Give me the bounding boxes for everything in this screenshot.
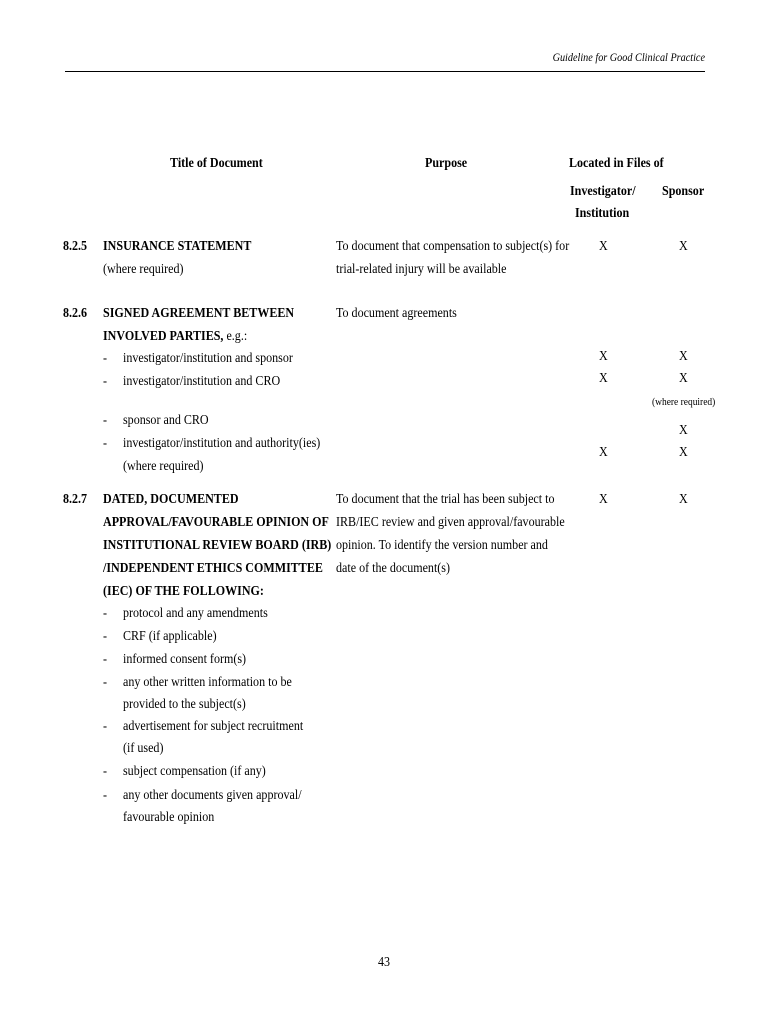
- col-sponsor-header: Sponsor: [662, 184, 705, 199]
- sponsor-mark: X: [679, 349, 688, 364]
- row-purpose-line: trial-related injury will be available: [336, 262, 507, 277]
- row-purpose-line: To document agreements: [336, 306, 457, 321]
- row-purpose-line: IRB/IEC review and given approval/favourable: [336, 515, 565, 530]
- list-bullet: -: [103, 788, 108, 803]
- list-item-continuation: (where required): [123, 459, 204, 474]
- list-bullet: -: [103, 629, 108, 644]
- page-header: Guideline for Good Clinical Practice: [552, 50, 705, 64]
- list-item-continuation: provided to the subject(s): [123, 697, 246, 712]
- list-item: sponsor and CRO: [123, 413, 209, 428]
- list-bullet: -: [103, 764, 108, 779]
- list-bullet: -: [103, 606, 108, 621]
- row-number: 8.2.7: [63, 492, 88, 507]
- list-bullet: -: [103, 719, 108, 734]
- row-title-line: /INDEPENDENT ETHICS COMMITTEE: [103, 561, 323, 576]
- row-title-suffix: e.g.:: [223, 329, 248, 344]
- investigator-mark: X: [599, 445, 608, 460]
- list-bullet: -: [103, 675, 108, 690]
- list-bullet: -: [103, 436, 108, 451]
- investigator-mark: X: [599, 492, 608, 507]
- row-number: 8.2.5: [63, 239, 88, 254]
- page-number: 43: [377, 955, 391, 970]
- list-item: investigator/institution and authority(ies): [123, 436, 321, 451]
- list-item: informed consent form(s): [123, 652, 247, 667]
- row-title-line: SIGNED AGREEMENT BETWEEN: [103, 306, 295, 321]
- list-item: investigator/institution and CRO: [123, 374, 281, 389]
- sponsor-mark: X: [679, 371, 688, 386]
- row-purpose-line: To document that the trial has been subject to: [336, 492, 555, 507]
- list-item: CRF (if applicable): [123, 629, 217, 644]
- col-located-header: Located in Files of: [569, 156, 664, 171]
- row-title-line: INSURANCE STATEMENT: [103, 239, 252, 254]
- sponsor-note: (where required): [652, 396, 716, 408]
- list-item: subject compensation (if any): [123, 764, 266, 779]
- list-bullet: -: [103, 652, 108, 667]
- investigator-mark: X: [599, 349, 608, 364]
- list-item: protocol and any amendments: [123, 606, 268, 621]
- row-number: 8.2.6: [63, 306, 88, 321]
- sponsor-mark: X: [679, 492, 688, 507]
- list-item: advertisement for subject recruitment: [123, 719, 304, 734]
- list-bullet: -: [103, 374, 108, 389]
- row-title-bold: INVOLVED PARTIES,: [103, 329, 224, 344]
- sponsor-mark: X: [679, 239, 688, 254]
- row-title-line: DATED, DOCUMENTED: [103, 492, 239, 507]
- list-bullet: -: [103, 413, 108, 428]
- row-purpose-line: date of the document(s): [336, 561, 451, 576]
- col-institution-header: Institution: [575, 206, 630, 221]
- list-bullet: -: [103, 351, 108, 366]
- sponsor-mark: X: [679, 423, 688, 438]
- list-item: investigator/institution and sponsor: [123, 351, 293, 366]
- sponsor-mark: X: [679, 445, 688, 460]
- investigator-mark: X: [599, 239, 608, 254]
- row-title-note: (where required): [103, 262, 184, 277]
- col-title-header: Title of Document: [170, 156, 263, 171]
- col-investigator-header: Investigator/: [570, 184, 636, 199]
- row-title-line: [103, 325, 247, 348]
- col-purpose-header: Purpose: [425, 156, 468, 171]
- list-item: any other documents given approval/: [123, 788, 302, 803]
- row-title-line: INSTITUTIONAL REVIEW BOARD (IRB): [103, 538, 332, 553]
- investigator-mark: X: [599, 371, 608, 386]
- header-rule: [65, 71, 705, 72]
- list-item-continuation: (if used): [123, 741, 164, 756]
- row-purpose-line: opinion. To identify the version number and: [336, 538, 548, 553]
- row-purpose-line: To document that compensation to subject(s) for: [336, 239, 570, 254]
- list-item-continuation: favourable opinion: [123, 810, 215, 825]
- row-title-line: APPROVAL/FAVOURABLE OPINION OF: [103, 515, 329, 530]
- row-title-line: (IEC) OF THE FOLLOWING:: [103, 584, 264, 599]
- list-item: any other written information to be: [123, 675, 292, 690]
